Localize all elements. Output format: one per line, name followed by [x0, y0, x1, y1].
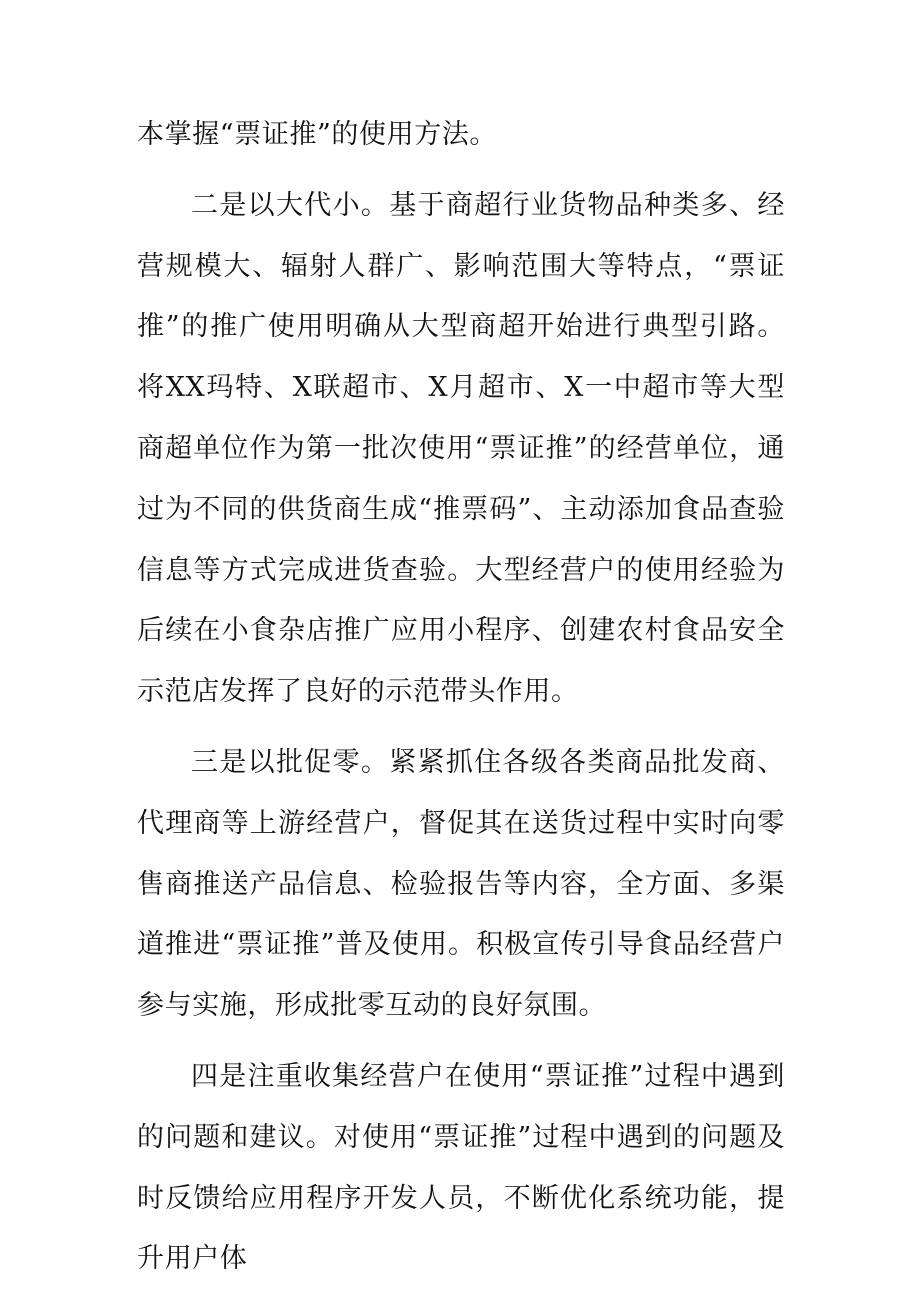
paragraph-3: 三是以批促零。紧紧抓住各级各类商品批发商、代理商等上游经营户，督促其在送货过程中实时向零售商推送产品信息、检验报告等内容，全方面、多渠道推进“票证推”普及使用。积极宣传引导食品经营户参与实施，形成批零互动的良好氛围。 [137, 746, 785, 1022]
paragraph-gap [137, 166, 785, 176]
paragraph-4: 四是注重收集经营户在使用“票证推”过程中遇到的问题和建议。对使用“票证推”过程中遇到的问题及时反馈给应用程序开发人员，不断优化系统功能，提升用户体 [137, 1060, 785, 1275]
paragraph-1: 本掌握“票证推”的使用方法。 [137, 119, 498, 150]
document-body [137, 105, 785, 1290]
paragraph-gap [137, 1037, 785, 1047]
paragraph-2: 二是以大代小。基于商超行业货物品种类多、经营规模大、辐射人群广、影响范围大等特点，“票证推”的推广使用明确从大型商超开始进行典型引路。将XX玛特、X联超市、X月超市、X一中超市等大型商超单位作为第一批次使用“票证推”的经营单位，通过为不同的供货商生成“推票码”、主动添加食品查验信息等方式完成进货查验。大型经营户的使用经验为后续在小食杂店推广应用小程序、创建农村食品安全示范店发挥了良好的示范带头作用。 [137, 189, 785, 708]
paragraph-gap [137, 723, 785, 733]
